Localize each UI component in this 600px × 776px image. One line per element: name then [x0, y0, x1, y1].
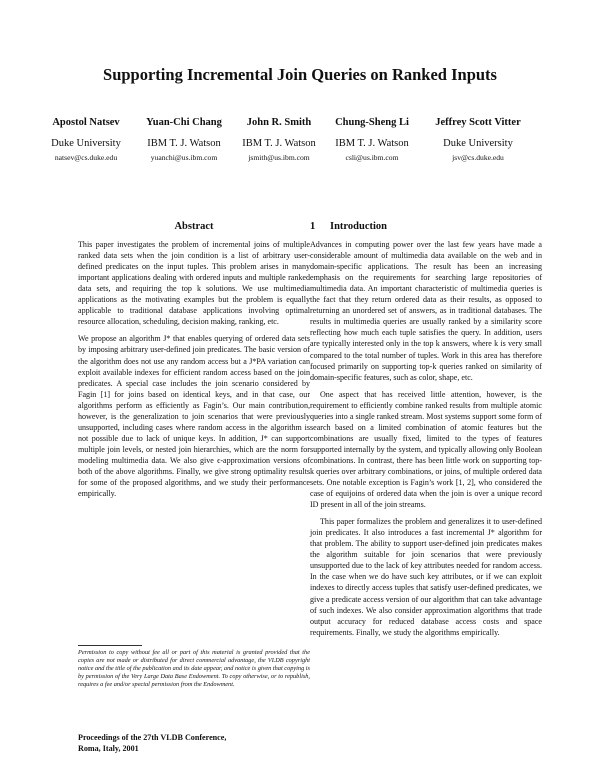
section-number: 1	[310, 221, 316, 232]
footnote-rule	[78, 645, 142, 646]
author-name: Jeffrey Scott Vitter	[435, 117, 521, 128]
author-email: yuanchi@us.ibm.com	[150, 153, 218, 162]
author-email: csli@us.ibm.com	[345, 153, 399, 162]
proceedings-line-2: Roma, Italy, 2001	[78, 744, 139, 753]
author-email: jsv@cs.duke.edu	[452, 153, 504, 162]
author-5	[428, 117, 528, 162]
abstract-paragraph-1: This paper investigates the problem of incremental joins of multiple ranked data sets when the join condition is a list of arbitrary user-defined predicates on the input tuples. This problem arises in many important applications dealing with ordered inputs and multiple ranked data sets, and requiring the top k solutions. We use multimedia applications as the motivating examples but the problem is equally applicable to traditional database applications involving optimal resource allocation, scheduling, decision making, ranking, etc.	[78, 240, 310, 327]
author-affiliation: IBM T. J. Watson	[147, 138, 221, 149]
abstract-paragraph-2: We propose an algorithm J* that enables querying of ordered data sets by imposing arbitrary user-defined join predicates. The basic version of the algorithm does not use any random access but a J*PA variation can exploit available indexes for efficient random access based on the join predicates. A special case includes the join scenario considered by Fagin [1] for joins based on identical keys, and in that case, our algorithms perform as efficiently as Fagin’s. Our main contribution, however, is the generalization to join scenarios that were previously unsupported, including cases where random access in the algorithm is not possible due to lack of unique keys. In addition, J* can support multiple join levels, or nested join hierarchies, which are the norm for modeling multimedia data. We also give ϵ-approximation versions of both of the above algorithms. Finally, we give strong optimality results for some of the proposed algorithms, and we study their performance empirically.	[78, 334, 310, 499]
section-title: Introduction	[330, 221, 387, 232]
abstract-column	[78, 221, 310, 505]
author-email: natsev@cs.duke.edu	[54, 153, 118, 162]
author-4	[322, 117, 422, 162]
author-name: Chung-Sheng Li	[335, 117, 409, 128]
author-affiliation: IBM T. J. Watson	[335, 138, 409, 149]
proceedings-line-1: Proceedings of the 27th VLDB Conference,	[78, 733, 227, 742]
intro-paragraph-1: Advances in computing power over the last few years have made a considerable amount of multimedia data available on the web and in domain-specific applications. The result has been an increasing emphasis on the requirements for searching large repositories of multimedia data. An important characteristic of multimedia queries is the fact that they return ordered data as their results, as opposed to returning an unordered set of answers, as in traditional databases. The results in multimedia queries are usually ranked by a similarity score reflecting how much each tuple satisfies the query. In addition, users are typically interested only in the top k answers, where k is very small compared to the total number of tuples. Work in this area has therefore focused primarily on supporting top-k queries ranked on similarity of domain-specific features, such as color, shape, etc.	[310, 240, 542, 382]
abstract-heading: Abstract	[174, 221, 214, 232]
author-name: Apostol Natsev	[52, 117, 120, 128]
author-3	[229, 117, 329, 162]
author-name: Yuan-Chi Chang	[146, 117, 222, 128]
paper-title: Supporting Incremental Join Queries on Ranked Inputs	[103, 65, 497, 84]
author-email: jsmith@us.ibm.com	[248, 153, 310, 162]
intro-paragraph-2: One aspect that has received little attention, however, is the requirement to efficiently combine ranked results from multiple atomic queries into a single ranked stream. Most systems support some form of search based on a limited combination of atomic features but the combinations are usually fixed, limited to the types of features supported internally by the system, and typically allowing only Boolean combinations. In contrast, there has been little work on supporting top-k queries over arbitrary combinations, or joins, of multiple ordered data sets. One notable exception is Fagin’s work [1, 2], who considered the case of equijoins of ordered data when the join is over a unique record ID present in all of the join streams.	[310, 389, 542, 510]
author-affiliation: Duke University	[443, 138, 513, 149]
introduction-heading	[310, 221, 542, 232]
proceedings-note	[78, 732, 310, 754]
author-affiliation: Duke University	[51, 138, 121, 149]
introduction-column	[310, 221, 542, 644]
copyright-footnote: Permission to copy without fee all or part of this material is granted provided that the copies are not made or distributed for direct commercial advantage, the VLDB copyright notice and the title of the publication and its date appear, and notice is given that copying is by permission of the Very Large Data Base Endowment. To copy otherwise, or to republish, requires a fee and/or special permission from the Endowment.	[78, 649, 310, 689]
author-name: John R. Smith	[246, 117, 312, 128]
author-2	[134, 117, 234, 162]
author-affiliation: IBM T. J. Watson	[242, 138, 316, 149]
intro-paragraph-3: This paper formalizes the problem and generalizes it to user-defined join predicates. It also introduces a fast incremental J* algorithm for that problem. The ability to support user-defined join predicates makes the algorithm suitable for join scenarios that were previously unsupported due to the lack of key attributes needed for random access. In the case when we do have such key attributes, or if we can exploit indexes to directly access tuples that satisfy user-defined predicates, we give a predicate access version of our algorithm that can take advantage of such indexes. We also consider approximation algorithms that trade output accuracy for reduced database access costs and space requirements. Finally, we study the algorithms empirically.	[310, 517, 542, 637]
author-1	[36, 117, 136, 162]
